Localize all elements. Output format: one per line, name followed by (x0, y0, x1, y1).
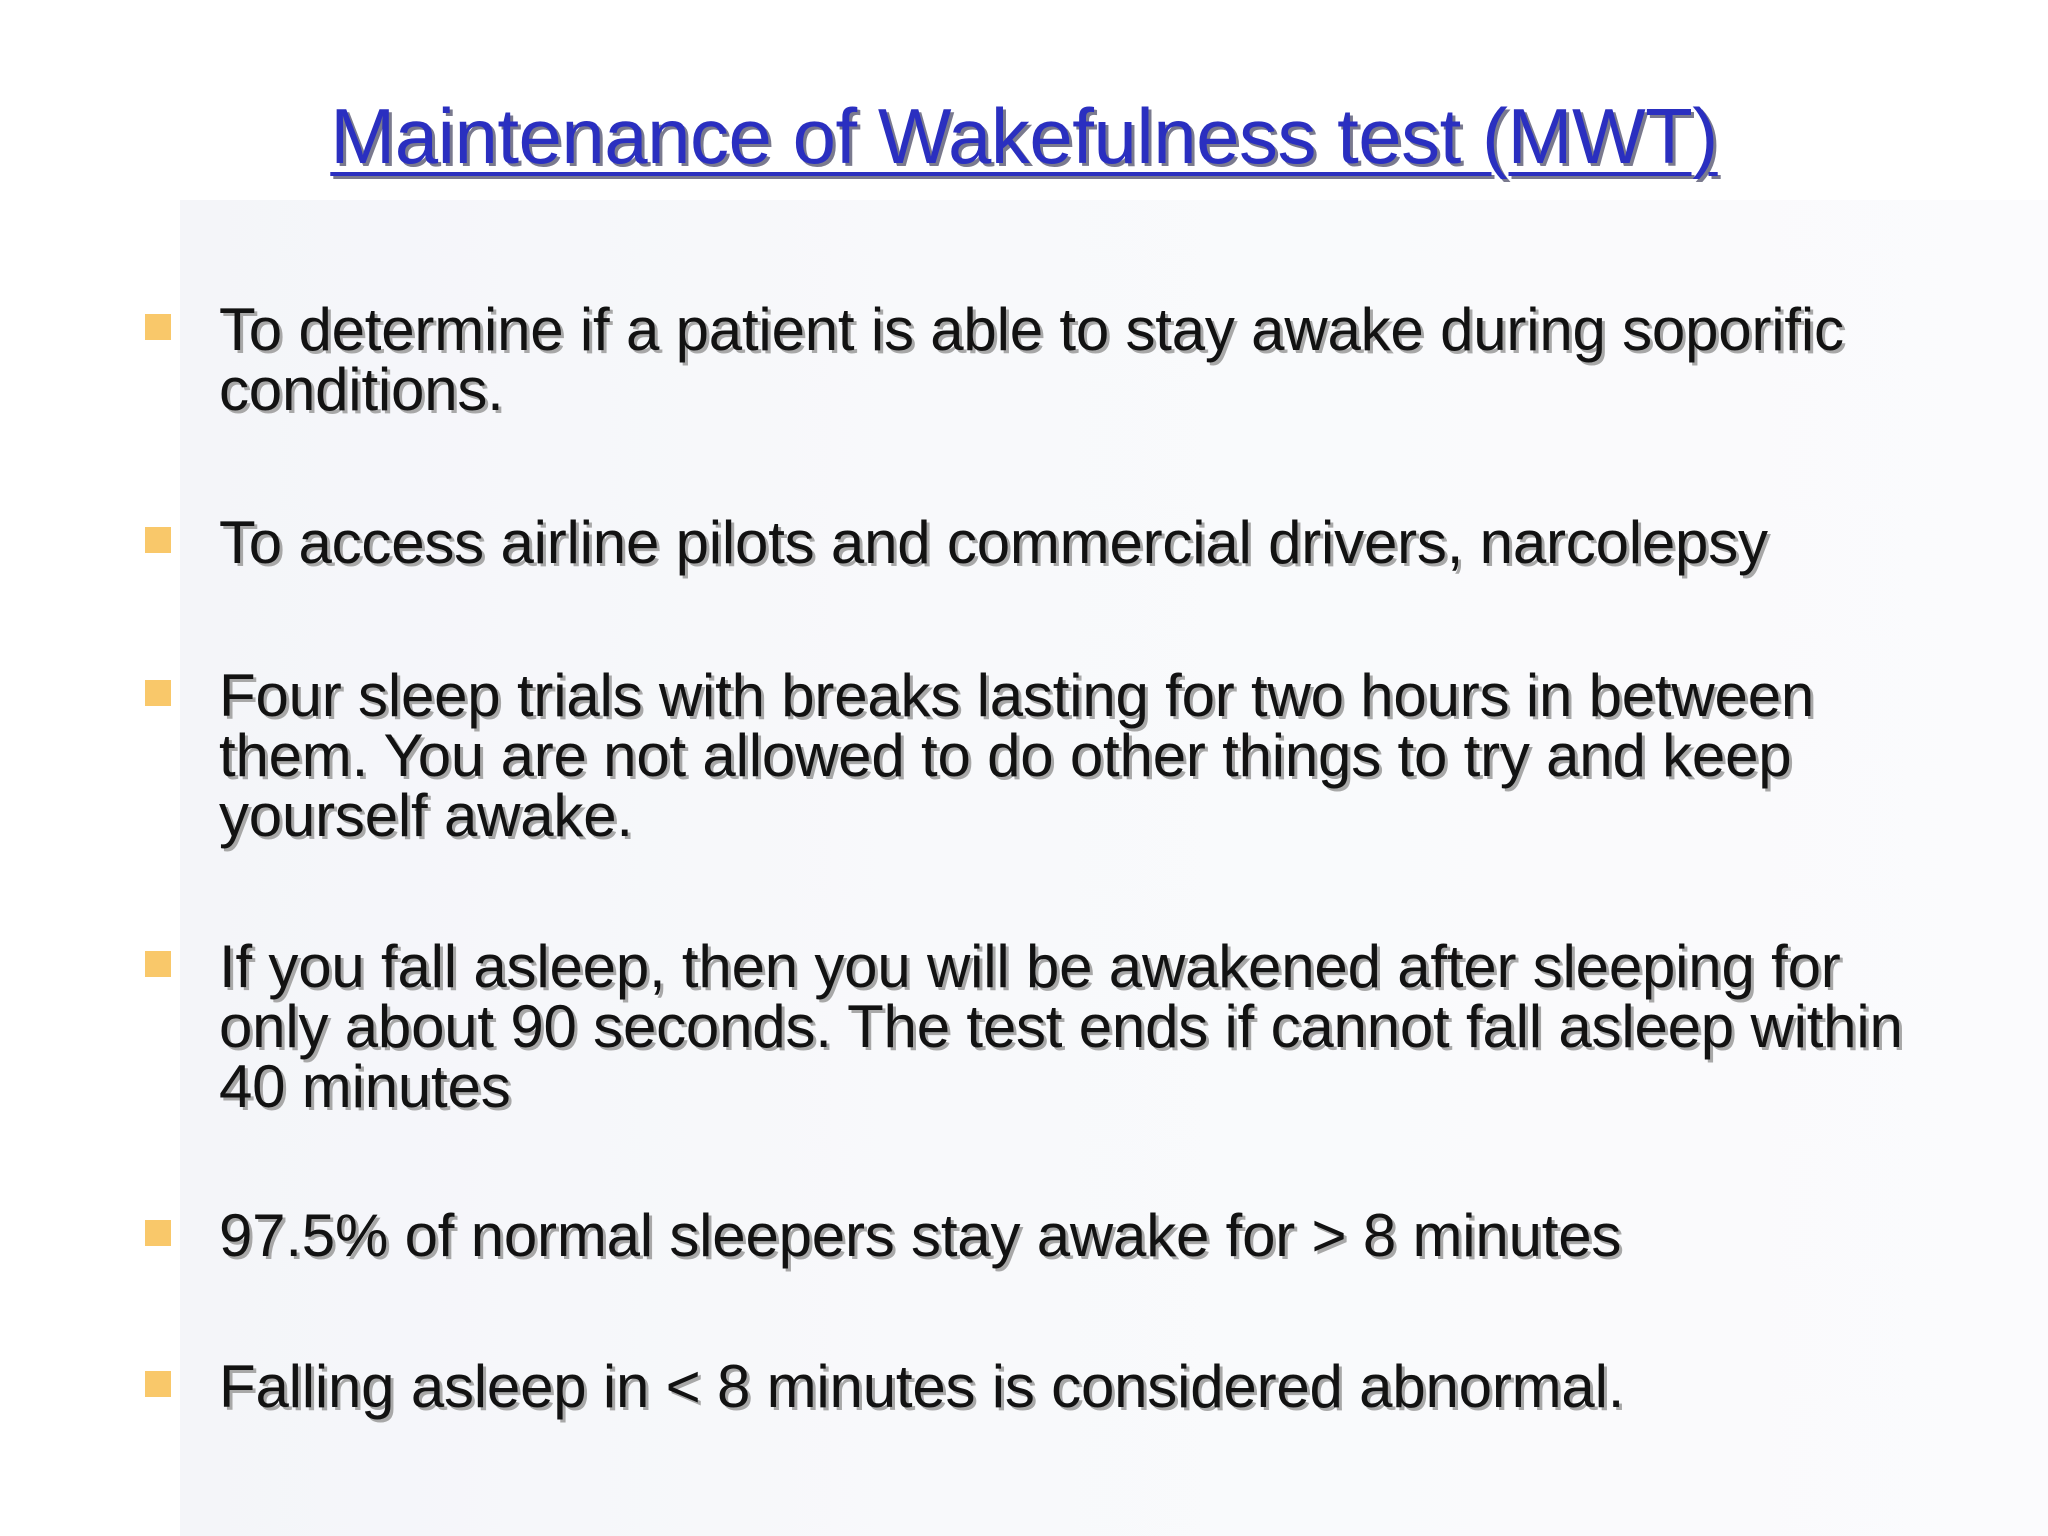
square-bullet-icon (145, 680, 171, 706)
square-bullet-icon (145, 951, 171, 977)
bullet-text: 97.5% of normal sleepers stay awake for > 8 minutes (219, 1202, 1622, 1269)
square-bullet-icon (145, 527, 171, 553)
bullet-text: If you fall asleep, then you will be awakened after sleeping for only about 90 seconds. The test ends if cannot fall asleep within 40 minutes (219, 933, 1903, 1120)
bullet-text: Four sleep trials with breaks lasting for two hours in between them. You are not allowed to do other things to try and keep yourself awake. (219, 662, 1815, 849)
bullet-text: To determine if a patient is able to stay awake during soporific conditions. (219, 296, 1844, 423)
bullet-text: To access airline pilots and commercial drivers, narcolepsy (219, 509, 1768, 576)
slide-title: Maintenance of Wakefulness test (MWT) (330, 92, 1718, 180)
bullet-text: Falling asleep in < 8 minutes is considered abnormal. (219, 1353, 1625, 1420)
square-bullet-icon (145, 1220, 171, 1246)
square-bullet-icon (145, 1371, 171, 1397)
square-bullet-icon (145, 314, 171, 340)
